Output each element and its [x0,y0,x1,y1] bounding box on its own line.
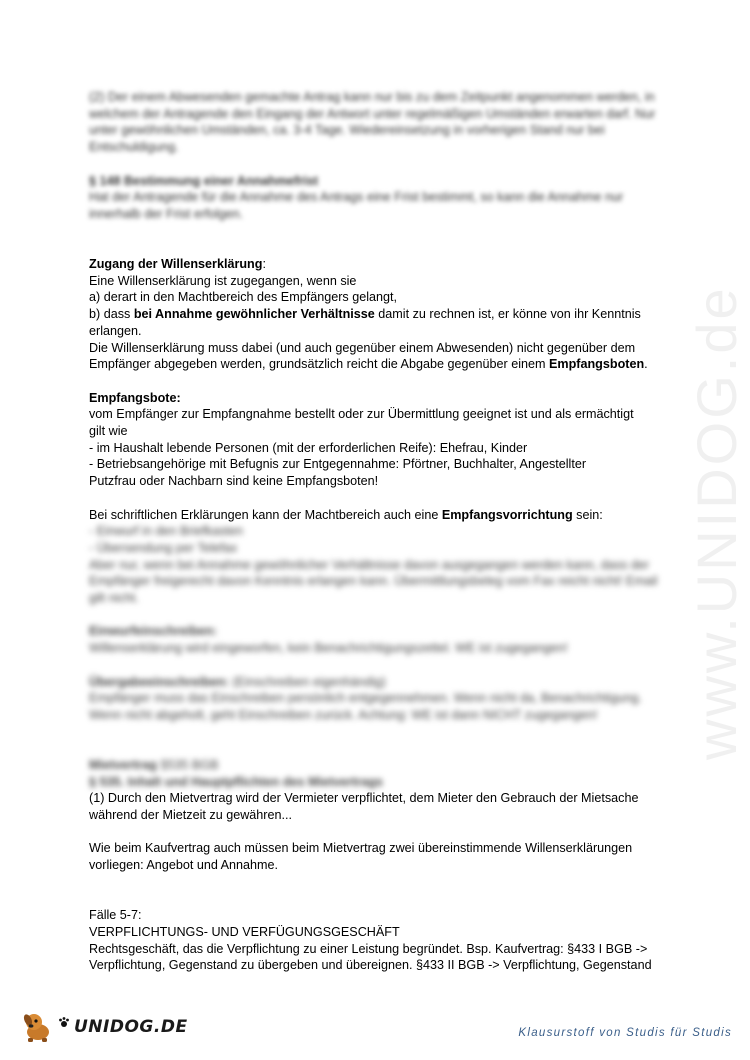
blurred-paragraph: (2) Der einem Abwesenden gemachte Antrag kann nur bis zu dem Zeitpunkt angenommen werden, in welchem der Antragende den Eingang der Antwort unter regelmäßigen Umständen erwarten darf. Nur unter gewöhnlichen Umständen, ca. 3-4 Tage. Wiedereinsetzung in vorherigen Stand nur bei Entschuldigung. [89,90,656,155]
blurred-list-item: - Übersendung per Telefax [89,540,238,555]
text-line: - im Haushalt lebende Personen (mit der erforderlichen Reife): Ehefrau, Kinder [89,440,528,455]
text-line: Wie beim Kaufvertrag auch müssen beim Mietvertrag zwei übereinstimmende Willenserklärungen [89,841,633,856]
blurred-paragraph: Empfänger muss das Einschreiben persönlich entgegennehmen. Wenn nicht da, Benachrichtigung. Wenn nicht abgeholt, geht Einschreiben zurück. Achtung: WE ist dann NICHT zugegangen! [89,691,642,722]
blurred-heading: Mietvertrag §535 BGB [89,757,219,772]
blurred-heading: Übergabeeinschreiben: (Einschreiben eigenhändig) [89,674,386,689]
blurred-section-middle [89,523,669,790]
paw-icon [58,1016,70,1028]
text-line: - Betriebsangehörige mit Befugnis zur Entgegennahme: Pförtner, Buchhalter, Angestellter [89,457,587,472]
text-line: vorliegen: Angebot und Annahme. [89,858,279,873]
watermark: www.UNIDOG.de [685,285,748,760]
text-line: Verpflichtung, Gegenstand zu übergeben und übereignen. §433 II BGB -> Verpflichtung, Gegenstand [89,958,652,973]
text-line: während der Mietzeit zu gewähren... [89,808,293,823]
blurred-paragraph: Willenserklärung wird eingeworfen, kein Benachrichtigungszettel. WE ist zugegangen! [89,641,568,656]
text-line: Empfänger abgegeben werden, grundsätzlich reicht die Abgabe gegenüber einem Empfangsboten. [89,357,648,372]
text-line: Die Willenserklärung muss dabei (und auch gegenüber einem Abwesenden) nicht gegenüber dem [89,340,636,355]
text-line: gilt wie [89,424,128,438]
text-line: erlangen. [89,323,142,338]
text-line: Fälle 5-7: [89,908,142,923]
section-heading: Zugang der Willenserklärung: [89,256,266,271]
blurred-paragraph: Hat der Antragende für die Annahme des Antrags eine Frist bestimmt, so kann die Annahme nur innerhalb der Frist erfolgen. [89,190,624,221]
section-faelle [89,907,669,974]
text-line: b) dass bei Annahme gewöhnlicher Verhältnisse damit zu rechnen ist, er könne von ihr Kenntnis [89,307,641,322]
blurred-heading: § 535. Inhalt und Hauptpflichten des Mietvertrags [89,774,383,789]
blurred-section-top [89,89,669,223]
section-mietvertrag [89,790,669,874]
blurred-paragraph: Aber nur, wenn bei Annahme gewöhnlicher Verhältnisse davon ausgegangen werden kann, dass der Empfänger freigerecht davon Kenntnis erlangen kann. Übermittlungsbeleg vom Fax reicht nicht! Email gilt nicht. [89,557,658,606]
text-line: a) derart in den Machtbereich des Empfängers gelangt, [89,290,398,305]
text-line: Putzfrau oder Nachbarn sind keine Empfangsboten! [89,474,379,489]
blurred-list-item: - Einwurf in den Briefkasten [89,524,243,539]
blurred-heading: § 148 Bestimmung einer Annahmefrist [89,173,319,188]
text-line: vom Empfänger zur Empfangnahme bestellt oder zur Übermittlung geeignet ist und als ermächtigt [89,407,634,422]
section-empfangsbote [89,390,669,490]
dog-icon [20,1010,56,1044]
section-heading: Empfangsbote: [89,390,181,405]
blurred-heading: Einwurfeinschreiben: [89,624,218,639]
text-line: VERPFLICHTUNGS- UND VERFÜGUNGSGESCHÄFT [89,924,400,939]
footer-tagline: Klausurstoff von Studis für Studis [518,1027,732,1039]
unidog-logo [20,1010,188,1044]
text-line: (1) Durch den Mietvertrag wird der Vermieter verpflichtet, dem Mieter den Gebrauch der Mietsache [89,791,639,806]
section-zugang [89,256,669,373]
text-line: Eine Willenserklärung ist zugegangen, wenn sie [89,273,357,288]
logo-text: UNIDOG.DE [74,1017,188,1037]
text-line: Rechtsgeschäft, das die Verpflichtung zu einer Leistung begründet. Bsp. Kaufvertrag: §433 I BGB -> [89,941,648,956]
text-line: Bei schriftlichen Erklärungen kann der Machtbereich auch eine Empfangsvorrichtung sein: [89,507,603,522]
document-body [89,89,669,974]
